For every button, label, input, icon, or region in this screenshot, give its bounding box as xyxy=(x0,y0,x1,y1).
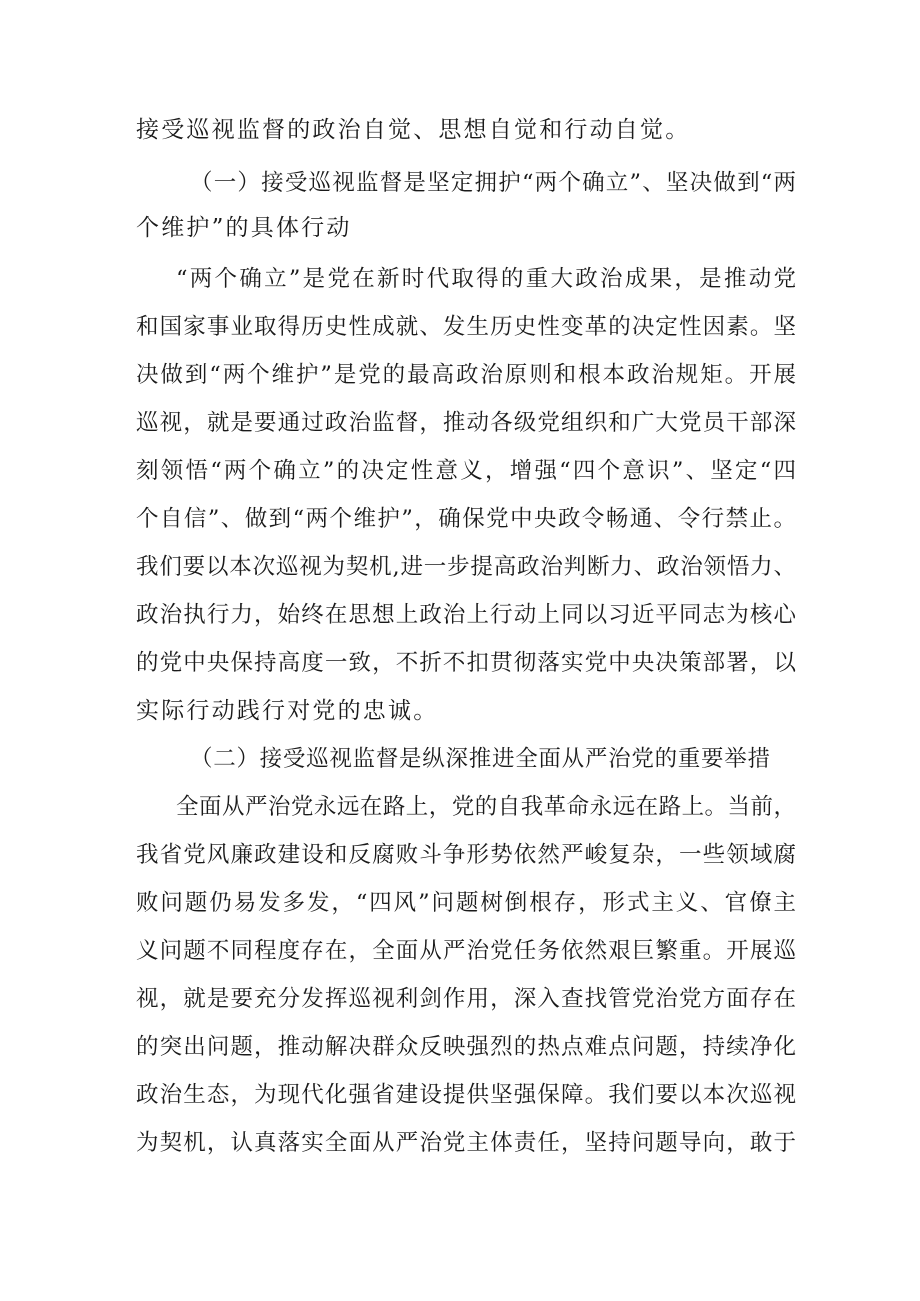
paragraph-line: “两个确立”是党在新时代取得的重大政治成果，是推动党 xyxy=(176,266,796,292)
paragraph-line: 刻领悟“两个确立”的决定性意义，增强“四个意识”、坚定“四 xyxy=(136,458,796,484)
paragraph-line: 和国家事业取得历史性成就、发生历史性变革的决定性因素。坚 xyxy=(136,314,796,340)
paragraph-line: 巡视，就是要通过政治监督，推动各级党组织和广大党员干部深 xyxy=(136,410,796,436)
paragraph-line: 的突出问题，推动解决群众反映强烈的热点难点问题，持续净化 xyxy=(136,1034,796,1060)
paragraph-line: 决做到“两个维护”是党的最高政治原则和根本政治规矩。开展 xyxy=(136,362,796,388)
paragraph-line: 败问题仍易发多发，“四风”问题树倒根存，形式主义、官僚主 xyxy=(136,890,796,916)
paragraph-line: 我们要以本次巡视为契机,进一步提高政治判断力、政治领悟力、 xyxy=(136,554,796,580)
paragraph-line: 政治执行力，始终在思想上政治上行动上同以习近平同志为核心 xyxy=(136,602,796,628)
paragraph-line: 的党中央保持高度一致，不折不扣贯彻落实党中央决策部署，以 xyxy=(136,650,796,676)
paragraph-line: 政治生态，为现代化强省建设提供坚强保障。我们要以本次巡视 xyxy=(136,1082,796,1108)
paragraph-line: 我省党风廉政建设和反腐败斗争形势依然严峻复杂，一些领域腐 xyxy=(136,842,796,868)
paragraph-line: 实际行动践行对党的忠诚。 xyxy=(136,698,439,724)
paragraph-line: 接受巡视监督的政治自觉、思想自觉和行动自觉。 xyxy=(136,117,691,143)
section-heading-1-cont: 个维护”的具体行动 xyxy=(136,215,352,241)
section-heading-2: （二）接受巡视监督是纵深推进全面从严治党的重要举措 xyxy=(190,746,770,772)
paragraph-line: 个自信”、做到“两个维护”，确保党中央政令畅通、令行禁止。 xyxy=(136,506,796,532)
paragraph-line: 视，就是要充分发挥巡视利剑作用，深入查找管党治党方面存在 xyxy=(136,986,796,1012)
paragraph-line: 为契机，认真落实全面从严治党主体责任，坚持问题导向，敢于 xyxy=(136,1130,796,1156)
section-heading-1: （一）接受巡视监督是坚定拥护“两个确立”、坚决做到“两 xyxy=(190,170,796,196)
paragraph-line: 全面从严治党永远在路上，党的自我革命永远在路上。当前， xyxy=(176,794,796,820)
paragraph-line: 义问题不同程度存在，全面从严治党任务依然艰巨繁重。开展巡 xyxy=(136,938,796,964)
